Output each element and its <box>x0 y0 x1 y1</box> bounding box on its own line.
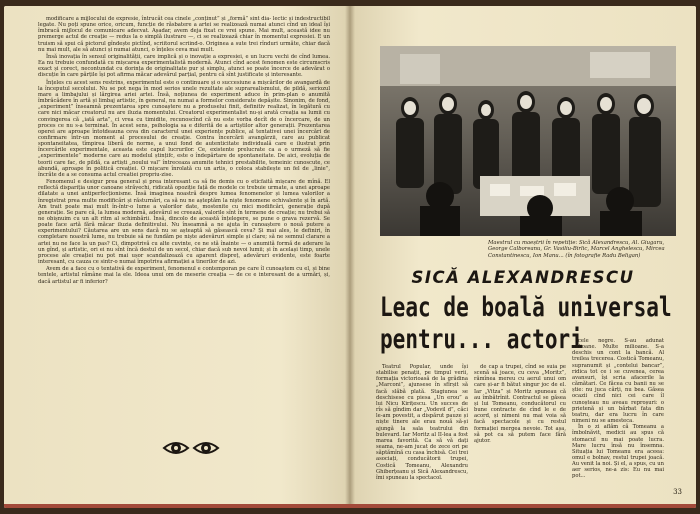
article-author: SICĂ ALEXANDRESCU <box>411 268 635 287</box>
text-column <box>572 338 664 480</box>
eye-icon <box>164 443 188 453</box>
book-edge-binding <box>4 504 696 508</box>
paragraph: cele negre. S-au adunat milioane. Multe milioane. S-a deschis un cont la bancă. Al treilea trecerea. Costică Tomeanu, supranumit și „contelui bancar”, ridica tot ce i se cuvenea, cerea avansuri, își scria afacerile la cămătari. Ce făcea cu banii nu se știe: nu juca cărți, nu bea. Găsea ocazii cînd nici cei care îl cunoșteau nu aveau reproșuri: o prietenă și un bărbat fata din teatru, dar era lucru în care nimeni nu se amesteca. <box>572 338 664 425</box>
title-line: pentru... actori <box>380 324 583 355</box>
paragraph: modificare a mijlocului de expresie, întrucât cea cinele „conținut” și „formă” sint dia- lectic și indestructibil legate. Nu poți spune orice, oricum, funcție de răsbatere a artei se realizează numai atunci cînd un ideal își îmbracă mijlocul de comunicare adecvat. Așadar, avem deja fixat ce vrei spune. Mai mult, această idee nu premerge actul de creație — redus la o simplă ilustrare —, ci se realizează chiar în momentul expresiei. E un truism să spui că pictorul gîndește pictînd, scriitorul scriind-o. Originea a sute trei rînduri următe, chiar dacă nu mai mult, ale să atunci și numai atunci, o înțeles ceva mai mult. <box>38 16 330 53</box>
paragraph: de cap a trupei, cînd se suia pe scenă să joace, cu ceva „Moritz”, rămînea mereu cu aerul unui om care și-ar fi bătut singur joc de el. Iar „Vitza” și Moritz spuneau că au îmbătrînit. Contractul se găsea și lui Tomeanu, conducătorul cu bune contracte de cînd le e de acord, și nimeni nu mai voia să facă spectacole și cu restul formației mergea nevoie. Tot așa, să pot ca să putem face fără ajutor. <box>474 364 566 444</box>
open-book <box>4 6 696 508</box>
paragraph: Avem de a face cu o tentativă de experiment, fenomenul e contemporan pe care îl cunoaștem cu el, și bine tentele, artistul rămâne mai la ele. Ideea unui om de meserie creația — de ce e interesant de a urmări, și, dacă artistul ar fi inferior? <box>38 266 330 285</box>
eye-icon-pair <box>162 438 220 458</box>
book-gutter <box>345 6 355 508</box>
text-column <box>474 364 566 444</box>
paragraph: Teatrul Popular, unde își stabilise penații, pe timpul verii, formația victorioasă de la grădina „Marconi”, ajunsese în sfîrșit să facă slăbă plată. Stagiunea se deschisese cu piesa „Un erou” a lui Nicu Kirițescu. Un succes de rîs să gîndim dar „Vodevil d”, căci le-am povestit, a dispărut pauze și niște tinere ale erau nouă să-și ajungă la sala teatrului din bulevard. Iar Moritz al II-lea a fost marea favorită. Ca să vă dați seama, ne-am jucat de zece ori pe săptămînă cu casa închisă. Cei trei asociați, conducătorii trupei, Costică Tomeanu, Alexandru Ghiberțeanu și Sică Alexandrescu, îmi spuneau la spectacol. <box>376 364 468 481</box>
paragraph: Însă inovația în sensul originalității, care implică și o inovație a expresiei, e un lucru vechi de cînd lumea. Ea nu trebuie confundată cu mișcarea experimentalistă modernă. Atunci cînd acest fenomen este circumscris exact și corect, necontundat cu dorința de originalitate pur și simplu, atunci se poate încerce de adevărat o discuție în care părțile își pot afirma măcar adevărul parțial, pentru că sînt justificate și interesante. <box>38 53 330 79</box>
paragraph: Înțeles cu acest sens restrins, experimentul este o continuare și o succesiune a mișcărilor de avangardă de la începutul secolului. Nu se pot nega în mod serios unele rezultate ale suprarealismului, de pildă, seriozul mare a limbajului și lărgirea ariei artei. Însă, noțiunea de experiment aduce în prim-plan o anumită îmbrăcădere în artă și limbaj artistic, în general, nu numai a formelor considerate depășite. Sinonim, de fond, „experiment” înseamnă prezentarea spre cunoaștere nu a produselui finit, definitiv realizat, în legătură cu care nici măcar creatorul nu are iluzia momentului. Creatorul experimentalist nu-și arată creația sa lumii cu convingerea că „iată arta”, ci vrea cu timidite, recunoscînd că nu este vorba decît de o încercare, de un proces ce nu s-a terminat. În acest sens, psihologia sa e diferită de a artiștilor altor generații. Prezentarea operei are aproape întotdeauna ceva din caracterul unei experiențe publice, al tentativei unei încercări de confirmare într-un moment al procesului de creație. Contra încercării avangărzii, care au publicat spontaneitatea, tîmpirea liberă de norme, a unui fond de autenticitate individuală care e ilustrat prin încercările experimentale, aceasta este capul lucrurilor. Ce, existente prelucrate ca a o urmeză să fie „experimentele” moderne care au modelul ștințifc, este o îndepărtare de spontaneitate. De aici, evoluția de teorii care fac, de pildă, ca artiști „noului val” întreceaza anumite tehnici prestabilite, temeinic cunoscute, ce abundă, aproape în politică creației. O mișcare înrolată cu un artis, o coloca stabilește un fel de „linie”, încrăte de a se consuma actul creatiei propriu-zise. <box>38 79 330 178</box>
left-page <box>4 6 350 508</box>
paragraph: Fenomenul e desigur prea general și prea interesant ca să fie demis cu o eticfaitã mișcare de mînă. El reflectă dispariția unor canoane străvechi, ridicată opoziție față de modele ce trebuie urmate, a unei aproape dilatate a unei antiperfecționisme. Însă imaginea noastră despre lumea fenomenelor și lumea valorilor a înregistrat prea multe modificări și răsturnări, ca să nu ne așteptăm la niște fenomene echivalente și în artă. Am trait poate mai mult în-într-o lume a valorilor date, mostenite cu mici modificări, generație după generație. Se pare că, la lumea modernă, adevărul se creează, valorile sînt în termene de creație; nu trebui să ne obișnuim cu un alt ritm al schimbării. Însă, dincolo de această înțelegere, se pune o grava rezervă. Se poate face artă fără măcar iluzia definitivului. Nu înseamnă a ne ajuta în cunoaștere o nouă putere a experimentului? Căutarea are un sens dacă nu se așteaptă să găsească ceva? Și mai ales, le definiri, în completare noastră lume, nu trebuie să ne fundăm pe niște adevăruri simple și clare; să ne semnul clarare a artei nu ne face la un pas? Ci, dimpotrivă cu alte cuvinte, ce ne stă înainte — o anumită formă de aderare la un gînd, și artistic, ori ei nu sînt încă destul de un secol, chiar dacă sub nevoi lumii; și în același timp, unele procese ale creației nu pot mai ușor scandalizează cu aparent dispreț, adevăruri evidente, este foarte interesant, cu cauza ce sintr-o numai împotriva afirmației a tinerilor de azi. <box>38 179 330 266</box>
paragraph: În o zi aflăm că Tomeanu a îmbolnăvit, medicii au spus că stomacul nu mai poate lucra. Mare lucru însă nu însemna. Situația lui Tomeanu era aceea: omul e bolnav, restul trupei joacă. Au venit la noi. Și el, a spus, cu un aer serios, ne-a zis: Eu nu mai pot... <box>572 424 664 480</box>
page-number: 33 <box>673 488 682 496</box>
rehearsal-photo <box>380 46 676 236</box>
right-page <box>350 6 696 508</box>
title-line: Leac de boală universal <box>380 292 672 323</box>
eyes-ornament <box>162 438 220 462</box>
photo-caption: Maestrul cu maeștrii în repetiție: Sică Alexandrescu, Al. Giugaru, George Calboreanu, Gr. Vasiliu-Birlic, Marcel Anghelescu, Mircea Constantinescu, Ion Manu... (în fotografie Radu Beligan) <box>488 240 665 259</box>
eye-icon <box>194 443 218 453</box>
left-text-column <box>38 16 330 286</box>
text-column <box>376 364 468 481</box>
